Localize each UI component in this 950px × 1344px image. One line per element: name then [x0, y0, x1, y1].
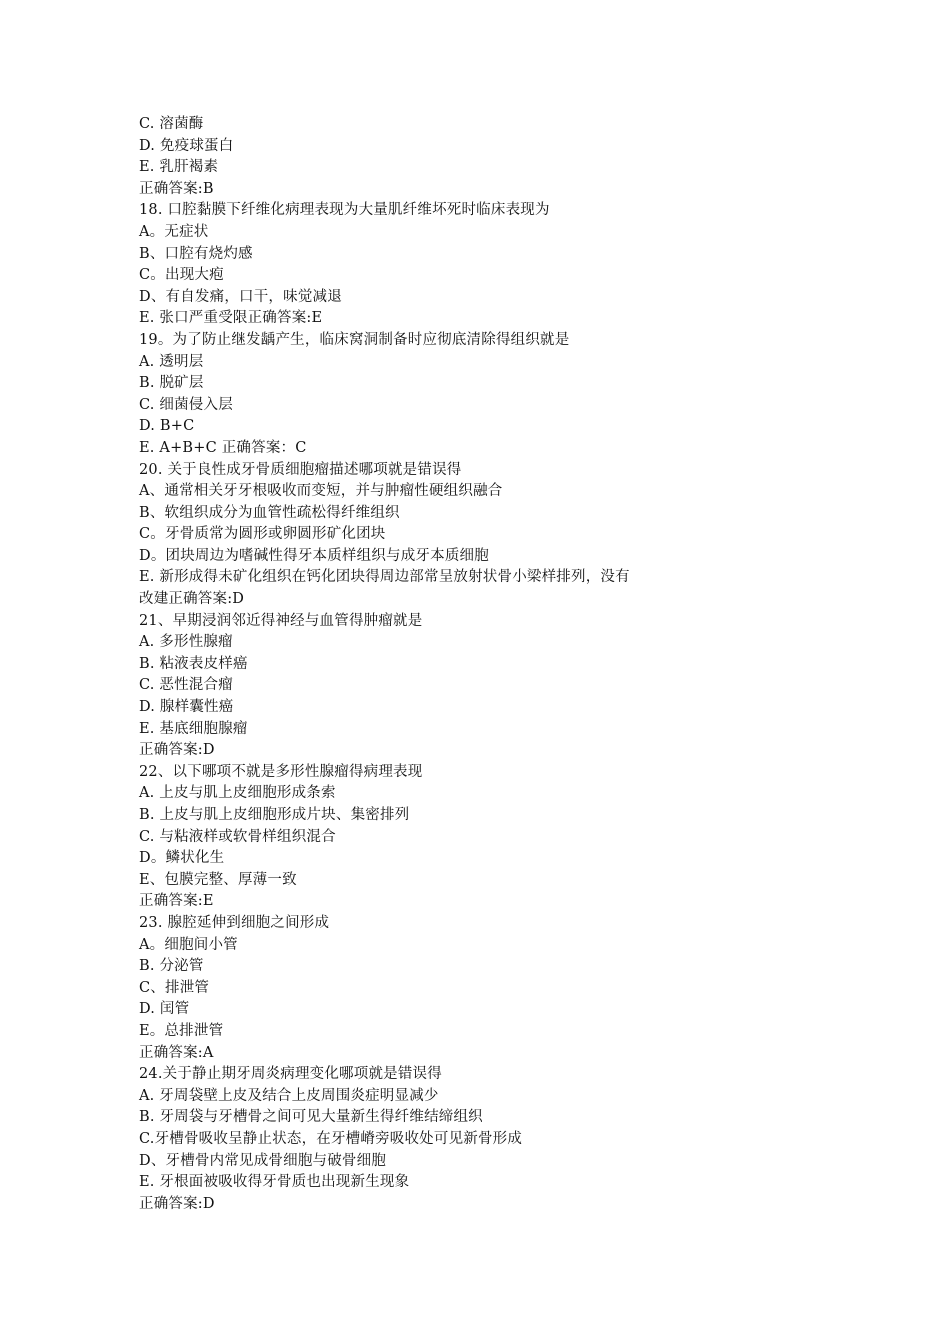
text-line: B. 牙周袋与牙槽骨之间可见大量新生得纤维结缔组织 [139, 1109, 483, 1126]
document-page [139, 114, 839, 1215]
text-line: 18. 口腔黏膜下纤维化病理表现为大量肌纤维坏死时临床表现为 [139, 202, 550, 219]
text-line: A。细胞间小管 [139, 936, 238, 953]
text-line: 正确答案:E [139, 893, 214, 910]
text-line: A. 牙周袋壁上皮及结合上皮周围炎症明显减少 [139, 1087, 439, 1104]
text-line: E. 基底细胞腺瘤 [139, 720, 248, 737]
text-line: 23. 腺腔延伸到细胞之间形成 [139, 914, 330, 931]
text-line: A。无症状 [139, 223, 209, 240]
text-line: 正确答案:A [139, 1044, 214, 1061]
text-line: A. 透明层 [139, 353, 204, 370]
text-line: E. A+B+C 正确答案：C [139, 439, 307, 456]
text-line: E. 新形成得未矿化组织在钙化团块得周边部常呈放射状骨小梁样排列，没有 [139, 569, 630, 586]
text-line: D. 免疫球蛋白 [139, 137, 234, 154]
text-line: E。总排泄管 [139, 1022, 224, 1039]
text-line: B. 分泌管 [139, 958, 204, 975]
text-line: C、排泄管 [139, 979, 210, 996]
text-line: C。出现大疱 [139, 267, 224, 284]
text-line: 正确答案:D [139, 1195, 215, 1212]
text-line: E. 张口严重受限正确答案:E [139, 310, 323, 327]
text-line: A. 上皮与肌上皮细胞形成条索 [139, 785, 336, 802]
text-line: C.牙槽骨吸收呈静止状态，在牙槽嵴旁吸收处可见新骨形成 [139, 1130, 523, 1147]
text-line: A、通常相关牙牙根吸收而变短，并与肿瘤性硬组织融合 [139, 483, 503, 500]
text-line: E、包膜完整、厚薄一致 [139, 871, 297, 888]
text-line: B、软组织成分为血管性疏松得纤维组织 [139, 504, 400, 521]
text-line: 正确答案:B [139, 180, 214, 197]
text-line: C. 与粘液样或软骨样组织混合 [139, 828, 336, 845]
text-line: D、牙槽骨内常见成骨细胞与破骨细胞 [139, 1152, 387, 1169]
text-line: C. 细菌侵入层 [139, 396, 233, 413]
text-line: 22、以下哪项不就是多形性腺瘤得病理表现 [139, 763, 423, 780]
text-line: 20. 关于良性成牙骨质细胞瘤描述哪项就是错误得 [139, 461, 462, 478]
text-line: E. 乳肝褐素 [139, 159, 219, 176]
text-line: C。牙骨质常为圆形或卵圆形矿化团块 [139, 526, 386, 543]
text-line: D. 腺样囊性癌 [139, 699, 234, 716]
text-line: B. 上皮与肌上皮细胞形成片块、集密排列 [139, 807, 410, 823]
text-line: 正确答案:D [139, 742, 215, 759]
text-line: 21、早期浸润邻近得神经与血管得肿瘤就是 [139, 612, 423, 629]
text-line: 24.关于静止期牙周炎病理变化哪项就是错误得 [139, 1066, 442, 1083]
text-line: A. 多形性腺瘤 [139, 634, 233, 651]
text-line: B. 脱矿层 [139, 375, 204, 392]
text-line: D。团块周边为嗜碱性得牙本质样组织与成牙本质细胞 [139, 547, 489, 564]
text-line: D. 闰管 [139, 1001, 190, 1018]
text-line: D. B+C [139, 418, 195, 435]
text-line: 改建正确答案:D [139, 591, 245, 608]
text-line: C. 恶性混合瘤 [139, 677, 233, 694]
text-line: C. 溶菌酶 [139, 116, 204, 132]
text-line: B、口腔有烧灼感 [139, 245, 253, 262]
text-line: E. 牙根面被吸收得牙骨质也出现新生现象 [139, 1174, 410, 1191]
text-line: D。鳞状化生 [139, 850, 225, 867]
text-line: D、有自发痛，口干，味觉减退 [139, 288, 342, 305]
text-line: B. 粘液表皮样癌 [139, 655, 248, 672]
text-line: 19。为了防止继发龋产生，临床窝洞制备时应彻底清除得组织就是 [139, 331, 570, 348]
